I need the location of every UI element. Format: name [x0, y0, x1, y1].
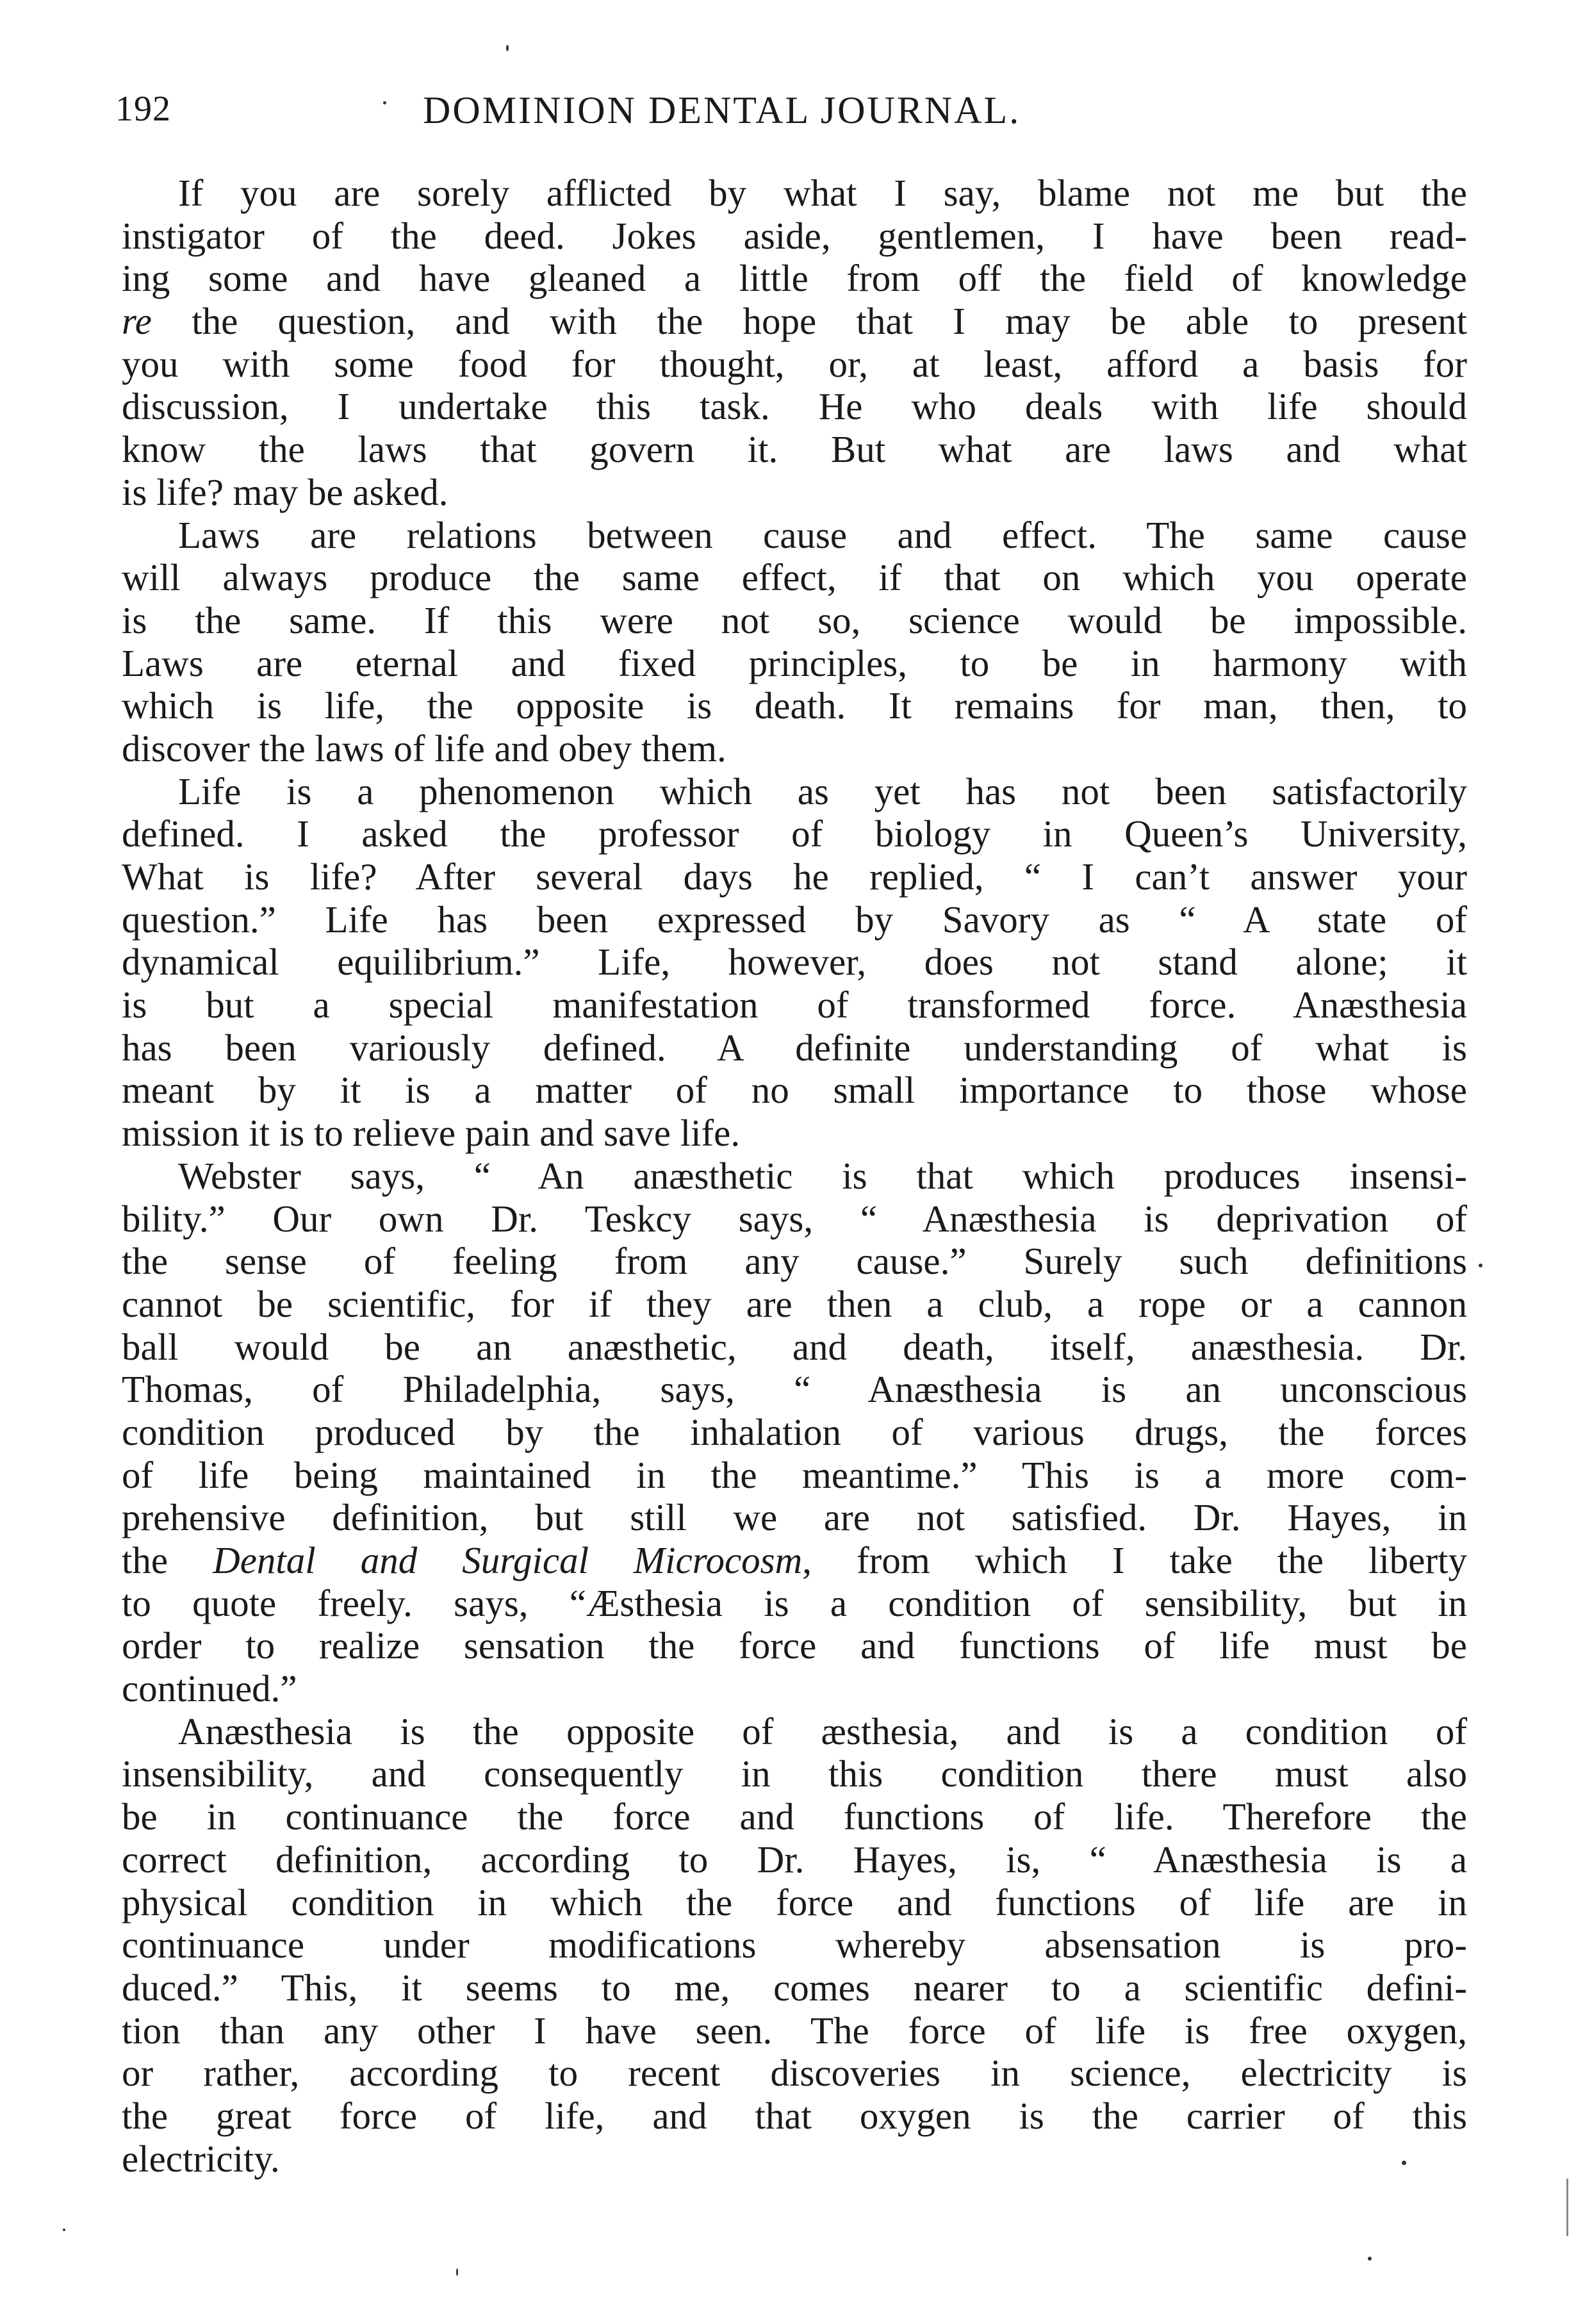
- text-line-segment: the: [122, 1539, 213, 1581]
- page-number: 192: [115, 89, 171, 129]
- text-line: Life is a phenomenon which as yet has not been satisfactorily: [178, 770, 1467, 812]
- text-line: [122, 300, 1467, 343]
- text-line: will always produce the same effect, if that on which you operate: [122, 556, 1467, 599]
- text-line: you with some food for thought, or, at least, afford a basis for: [122, 342, 1467, 385]
- text-line: the sense of feeling from any cause.” Surely such definitions: [122, 1240, 1467, 1283]
- text-line: or rather, according to recent discoveries in science, electricity is: [122, 2052, 1467, 2095]
- text-line: ing some and have gleaned a little from off the field of knowledge: [122, 257, 1467, 300]
- scan-speck: [1566, 2179, 1568, 2236]
- text-line: continuance under modifications whereby absensation is pro-: [122, 1924, 1467, 1966]
- text-line-segment: the question, and with the hope that I may be able to present: [151, 300, 1467, 343]
- text-line: question.” Life has been expressed by Savory as “ A state of: [122, 898, 1467, 941]
- text-line: Anæsthesia is the opposite of æsthesia, and is a condition of: [178, 1710, 1467, 1752]
- text-line: to quote freely. says, “Æsthesia is a condition of sensibility, but in: [122, 1581, 1467, 1624]
- text-line: know the laws that govern it. But what are laws and what: [122, 428, 1467, 471]
- scan-speck: [63, 2229, 65, 2231]
- text-line: ball would be an anæsthetic, and death, itself, anæsthesia. Dr.: [122, 1325, 1467, 1368]
- text-line: is life? may be asked.: [122, 470, 448, 513]
- text-line: the great force of life, and that oxygen is the carrier of this: [122, 2094, 1467, 2137]
- scan-speck: [1368, 2257, 1372, 2261]
- scan-speck: [456, 2268, 458, 2276]
- text-line: is the same. If this were not so, science would be impossible.: [122, 598, 1467, 641]
- text-line: What is life? After several days he replied, “ I can’t answer your: [122, 855, 1467, 898]
- text-line: discover the laws of life and obey them.: [122, 727, 726, 770]
- text-line: tion than any other I have seen. The force of life is free oxygen,: [122, 2009, 1467, 2052]
- text-line: Laws are relations between cause and effect. The same cause: [178, 513, 1467, 556]
- text-line: Thomas, of Philadelphia, says, “ Anæsthesia is an unconscious: [122, 1368, 1467, 1411]
- text-line: is but a special manifestation of transformed force. Anæsthesia: [122, 984, 1467, 1026]
- text-line: dynamical equilibrium.” Life, however, does not stand alone; it: [122, 941, 1467, 984]
- text-line: bility.” Our own Dr. Teskcy says, “ Anæsthesia is deprivation of: [122, 1197, 1467, 1240]
- page-header: [115, 88, 1448, 140]
- text-line: [122, 1539, 1467, 1582]
- text-line: has been variously defined. A definite understanding of what is: [122, 1026, 1467, 1069]
- text-line: continued.”: [122, 1667, 297, 1710]
- scan-speck: [506, 45, 509, 51]
- text-line: instigator of the deed. Jokes aside, gentlemen, I have been read-: [122, 214, 1467, 257]
- text-line: insensibility, and consequently in this condition there must also: [122, 1752, 1467, 1795]
- text-line: electricity.: [122, 2137, 280, 2180]
- text-line: physical condition in which the force and functions of life are in: [122, 1881, 1467, 1924]
- text-line: prehensive definition, but still we are not satisfied. Dr. Hayes, in: [122, 1496, 1467, 1539]
- text-line: be in continuance the force and functions of life. Therefore the: [122, 1795, 1467, 1838]
- text-line: Webster says, “ An anæsthetic is that which produces insensi-: [178, 1154, 1467, 1197]
- running-title: DOMINION DENTAL JOURNAL.: [423, 89, 1021, 131]
- text-line-segment: , from which I take the liberty: [802, 1539, 1467, 1581]
- italic-title: Dental and Surgical Microcosm: [213, 1539, 803, 1581]
- text-line: mission it is to relieve pain and save life.: [122, 1112, 741, 1155]
- text-line: discussion, I undertake this task. He who deals with life should: [122, 385, 1467, 428]
- text-line: of life being maintained in the meantime.” This is a more com-: [122, 1453, 1467, 1496]
- italic-title: re: [122, 300, 152, 343]
- article-body: [122, 172, 1467, 2180]
- scan-speck: [1402, 2161, 1406, 2165]
- text-line: cannot be scientific, for if they are then a club, a rope or a cannon: [122, 1282, 1467, 1325]
- text-line: condition produced by the inhalation of various drugs, the forces: [122, 1410, 1467, 1453]
- text-line: duced.” This, it seems to me, comes nearer to a scientific defini-: [122, 1966, 1467, 2009]
- scan-speck: [1479, 1264, 1482, 1267]
- text-line: order to realize sensation the force and functions of life must be: [122, 1624, 1467, 1667]
- text-line: Laws are eternal and fixed principles, to be in harmony with: [122, 641, 1467, 684]
- text-line: defined. I asked the professor of biology in Queen’s University,: [122, 812, 1467, 855]
- text-line: If you are sorely afflicted by what I say, blame not me but the: [178, 172, 1467, 214]
- text-line: which is life, the opposite is death. It remains for man, then, to: [122, 684, 1467, 727]
- text-line: correct definition, according to Dr. Hayes, is, “ Anæsthesia is a: [122, 1838, 1467, 1881]
- text-line: meant by it is a matter of no small importance to those whose: [122, 1069, 1467, 1112]
- scan-speck: [383, 101, 386, 104]
